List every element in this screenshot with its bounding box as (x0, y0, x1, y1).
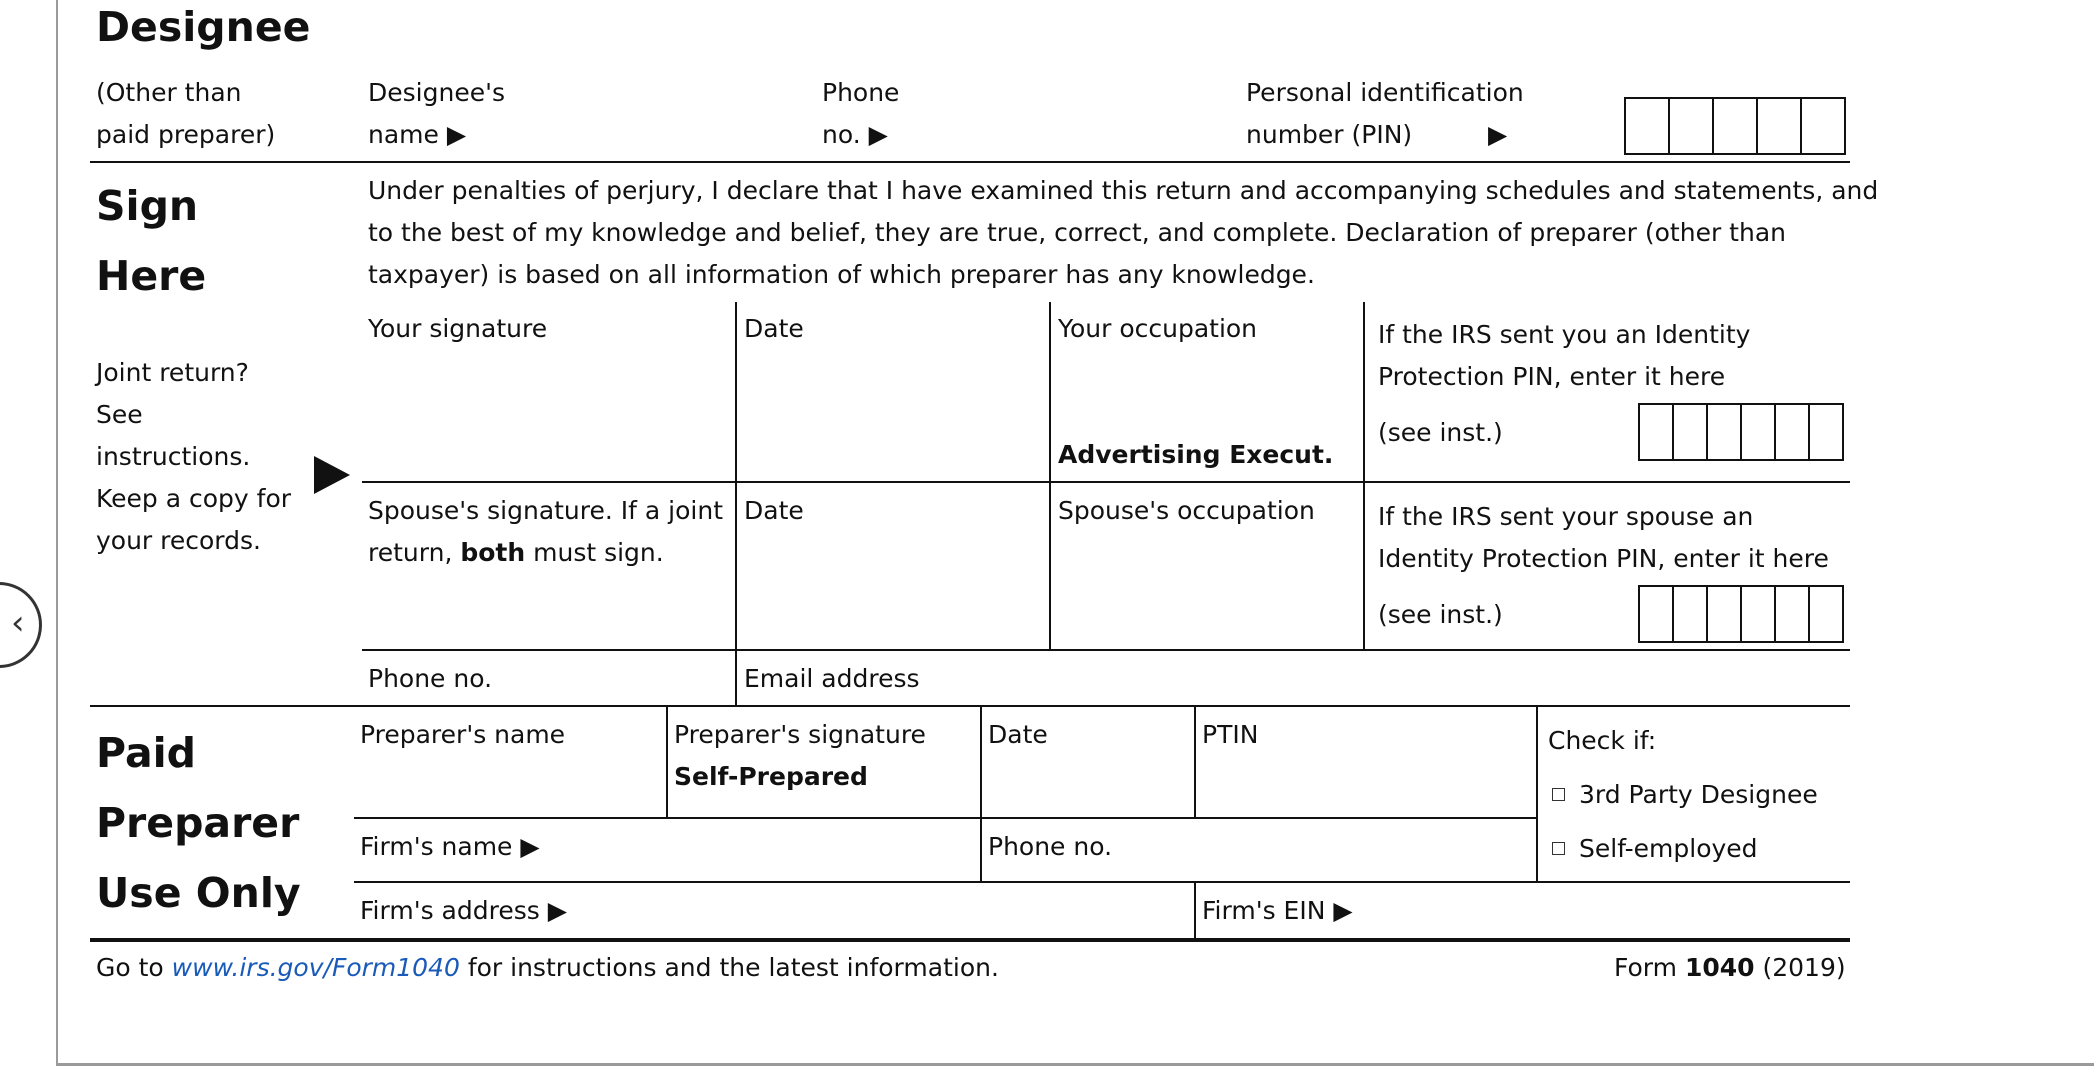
spouse-signature-label-1[interactable]: Spouse's signature. If a joint (368, 496, 724, 525)
pin-digit-box[interactable] (1810, 405, 1842, 459)
checkbox-3rd-party-designee[interactable]: 3rd Party Designee (1552, 774, 1818, 816)
joint-return-1: Joint return? (96, 358, 249, 387)
preparer-title-3: Use Only (96, 869, 301, 917)
spouse-ip-pin-label-3: (see inst.) (1378, 600, 1503, 629)
your-occupation-label: Your occupation (1058, 314, 1258, 343)
ip-pin-label-3: (see inst.) (1378, 418, 1503, 447)
email-label[interactable]: Email address (744, 664, 920, 693)
joint-return-2: See (96, 400, 143, 429)
preparer-signature-value[interactable]: Self-Prepared (674, 762, 868, 791)
spouse-ip-pin-label-2: Identity Protection PIN, enter it here (1378, 544, 1829, 573)
joint-return-3: instructions. (96, 442, 251, 471)
preparer-date-label[interactable]: Date (988, 720, 1048, 749)
checkbox-icon[interactable] (1552, 842, 1565, 855)
declaration-line-2: to the best of my knowledge and belief, they are true, correct, and complete. Declaration of preparer (other than (368, 218, 1786, 247)
ip-pin-boxes[interactable] (1638, 403, 1844, 461)
designee-other-than-2: paid preparer) (96, 120, 276, 149)
form-identifier: Form 1040 (2019) (1614, 953, 1846, 982)
designee-pin-label-2: number (PIN) (1246, 120, 1413, 149)
divider-sign-preparer (90, 705, 1850, 707)
checkbox-icon[interactable] (1552, 788, 1565, 801)
ip-pin-label-1: If the IRS sent you an Identity (1378, 320, 1751, 349)
pin-digit-box[interactable] (1802, 99, 1844, 153)
pin-digit-box[interactable] (1776, 587, 1810, 641)
spouse-ip-pin-boxes[interactable] (1638, 585, 1844, 643)
your-occupation-value[interactable]: Advertising Execut. (1058, 440, 1334, 469)
check-if-label: Check if: (1548, 726, 1657, 755)
ptin-label[interactable]: PTIN (1202, 720, 1259, 749)
sign-title-2: Here (96, 252, 207, 300)
irs-form1040-link[interactable]: www.irs.gov/Form1040 (171, 953, 460, 982)
checkbox-self-employed[interactable]: Self-employed (1552, 828, 1758, 870)
pin-digit-box[interactable] (1626, 99, 1670, 153)
firm-address-label[interactable]: Firm's address ▶ (360, 896, 567, 925)
pin-digit-box[interactable] (1640, 405, 1674, 459)
designee-title: Designee (96, 3, 311, 51)
sign-col-divider-1 (735, 302, 737, 650)
preparer-row-divider-2 (354, 881, 1850, 883)
pin-digit-box[interactable] (1758, 99, 1802, 153)
your-signature-label[interactable]: Your signature (368, 314, 548, 343)
designee-name-label-1: Designee's (368, 78, 505, 107)
pin-digit-box[interactable] (1674, 405, 1708, 459)
firm-ein-label[interactable]: Firm's EIN ▶ (1202, 896, 1353, 925)
pin-digit-box[interactable] (1640, 587, 1674, 641)
pin-digit-box[interactable] (1708, 587, 1742, 641)
designee-other-than-1: (Other than (96, 78, 242, 107)
preparer-title-1: Paid (96, 729, 197, 777)
pin-digit-box[interactable] (1670, 99, 1714, 153)
preparer-col-divider-4 (1536, 706, 1538, 882)
preparer-phone-label[interactable]: Phone no. (988, 832, 1113, 861)
preparer-col-divider-2 (980, 706, 982, 882)
sign-title-1: Sign (96, 182, 199, 230)
sign-col-divider-2 (1049, 302, 1051, 650)
pin-digit-box[interactable] (1776, 405, 1810, 459)
preparer-name-label[interactable]: Preparer's name (360, 720, 566, 749)
sign-phone-label[interactable]: Phone no. (368, 664, 493, 693)
sign-row-divider-1 (362, 481, 1850, 483)
address-ein-divider (1194, 882, 1196, 940)
designee-pin-boxes[interactable] (1624, 97, 1846, 155)
spouse-occupation-label[interactable]: Spouse's occupation (1058, 496, 1315, 525)
designee-phone-label-1: Phone (822, 78, 900, 107)
pin-digit-box[interactable] (1714, 99, 1758, 153)
pin-digit-box[interactable] (1708, 405, 1742, 459)
footer-instructions: Go to www.irs.gov/Form1040 for instructions and the latest information. (96, 953, 999, 982)
declaration-line-1: Under penalties of perjury, I declare that I have examined this return and accompanying schedules and statements, and (368, 176, 1879, 205)
chevron-left-icon: ‹ (11, 603, 25, 643)
phone-email-divider (735, 650, 737, 706)
arrow-right-icon: ▶ (1488, 120, 1508, 149)
pin-digit-box[interactable] (1810, 587, 1842, 641)
designee-name-label-2[interactable]: name ▶ (368, 120, 467, 149)
divider-designee-sign (90, 161, 1850, 163)
pin-digit-box[interactable] (1674, 587, 1708, 641)
preparer-col-divider-3 (1194, 706, 1196, 818)
joint-return-4: Keep a copy for (96, 484, 292, 513)
designee-phone-label-2[interactable]: no. ▶ (822, 120, 888, 149)
arrow-right-icon (314, 456, 350, 494)
divider-footer (90, 938, 1850, 942)
pin-digit-box[interactable] (1742, 405, 1776, 459)
joint-return-5: your records. (96, 526, 261, 555)
page-frame-left (56, 0, 58, 1066)
preparer-title-2: Preparer (96, 799, 300, 847)
firm-name-label[interactable]: Firm's name ▶ (360, 832, 540, 861)
sign-row-divider-2 (362, 649, 1850, 651)
ip-pin-label-2: Protection PIN, enter it here (1378, 362, 1726, 391)
collapse-tab[interactable] (0, 582, 42, 668)
spouse-signature-label-2: return, both must sign. (368, 538, 664, 567)
preparer-row-divider-1 (354, 817, 1538, 819)
designee-pin-label-1: Personal identification (1246, 78, 1524, 107)
sign-col-divider-3 (1363, 302, 1365, 650)
spouse-date-label[interactable]: Date (744, 496, 804, 525)
date-label[interactable]: Date (744, 314, 804, 343)
pin-digit-box[interactable] (1742, 587, 1776, 641)
declaration-line-3: taxpayer) is based on all information of which preparer has any knowledge. (368, 260, 1315, 289)
preparer-signature-label: Preparer's signature (674, 720, 926, 749)
preparer-col-divider-1 (666, 706, 668, 818)
spouse-ip-pin-label-1: If the IRS sent your spouse an (1378, 502, 1754, 531)
